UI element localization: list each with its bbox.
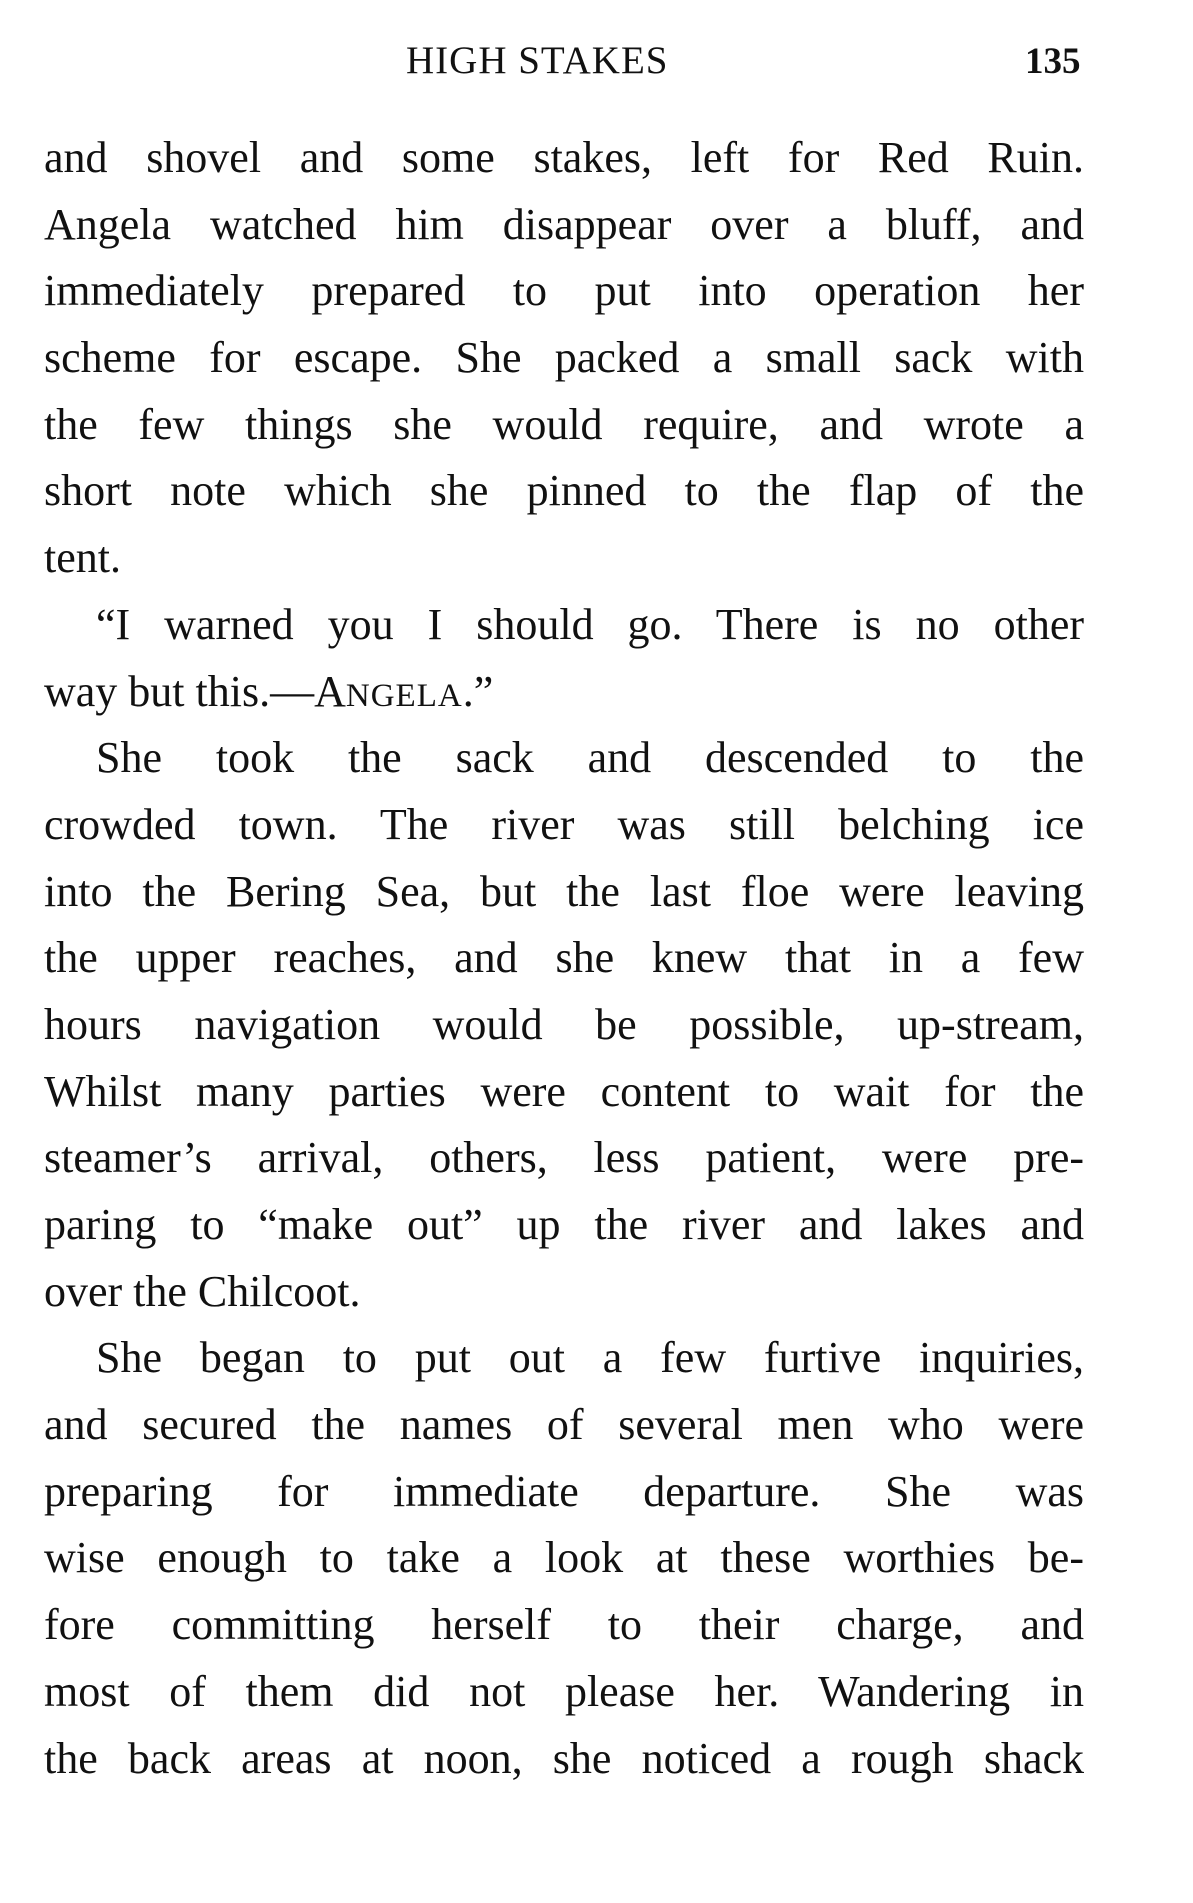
text-line: immediately prepared to put into operation her xyxy=(44,266,1084,316)
text-line: Whilst many parties were content to wait for the xyxy=(44,1066,1084,1116)
note-text: way but this.— xyxy=(44,666,315,716)
text-line: Angela watched him disappear over a bluff, and xyxy=(44,199,1084,249)
text-line: into the Bering Sea, but the last floe were leaving xyxy=(44,866,1084,916)
running-title: HIGH STAKES xyxy=(406,39,669,82)
page-number: 135 xyxy=(1025,41,1081,82)
text-line: the upper reaches, and she knew that in a few xyxy=(44,933,1084,983)
text-line: most of them did not please her. Wandering in xyxy=(44,1666,1084,1716)
signature-line xyxy=(44,659,1084,726)
running-header xyxy=(0,38,1193,82)
text-line: crowded town. The river was still belching ice xyxy=(44,799,1084,849)
text-line: and shovel and some stakes, left for Red Ruin. xyxy=(44,133,1084,182)
text-line: tent. xyxy=(44,533,121,583)
text-line: She took the sack and descended to the xyxy=(96,733,1084,783)
signature-initial: A xyxy=(314,666,346,716)
text-line: wise enough to take a look at these worthies be- xyxy=(44,1533,1084,1583)
body-text xyxy=(44,125,1084,1792)
text-line: scheme for escape. She packed a small sack with xyxy=(44,333,1084,383)
text-line: and secured the names of several men who were xyxy=(44,1400,1084,1450)
text-line: the few things she would require, and wrote a xyxy=(44,399,1084,449)
text-line: steamer’s arrival, others, less patient, were pre- xyxy=(44,1133,1084,1183)
closing-quote: .” xyxy=(462,666,494,716)
text-line: preparing for immediate departure. She was xyxy=(44,1466,1084,1516)
text-line: She began to put out a few furtive inquiries, xyxy=(96,1333,1084,1383)
text-line: fore committing herself to their charge, and xyxy=(44,1600,1084,1650)
text-line: short note which she pinned to the flap of the xyxy=(44,466,1084,516)
text-line: “I warned you I should go. There is no other xyxy=(96,599,1084,649)
text-line: the back areas at noon, she noticed a rough shack xyxy=(44,1733,1084,1783)
text-line: over the Chilcoot. xyxy=(44,1266,361,1316)
text-line: hours navigation would be possible, up-stream, xyxy=(44,999,1084,1049)
text-line: paring to “make out” up the river and lakes and xyxy=(44,1200,1084,1249)
signature-rest: NGELA xyxy=(345,677,463,714)
